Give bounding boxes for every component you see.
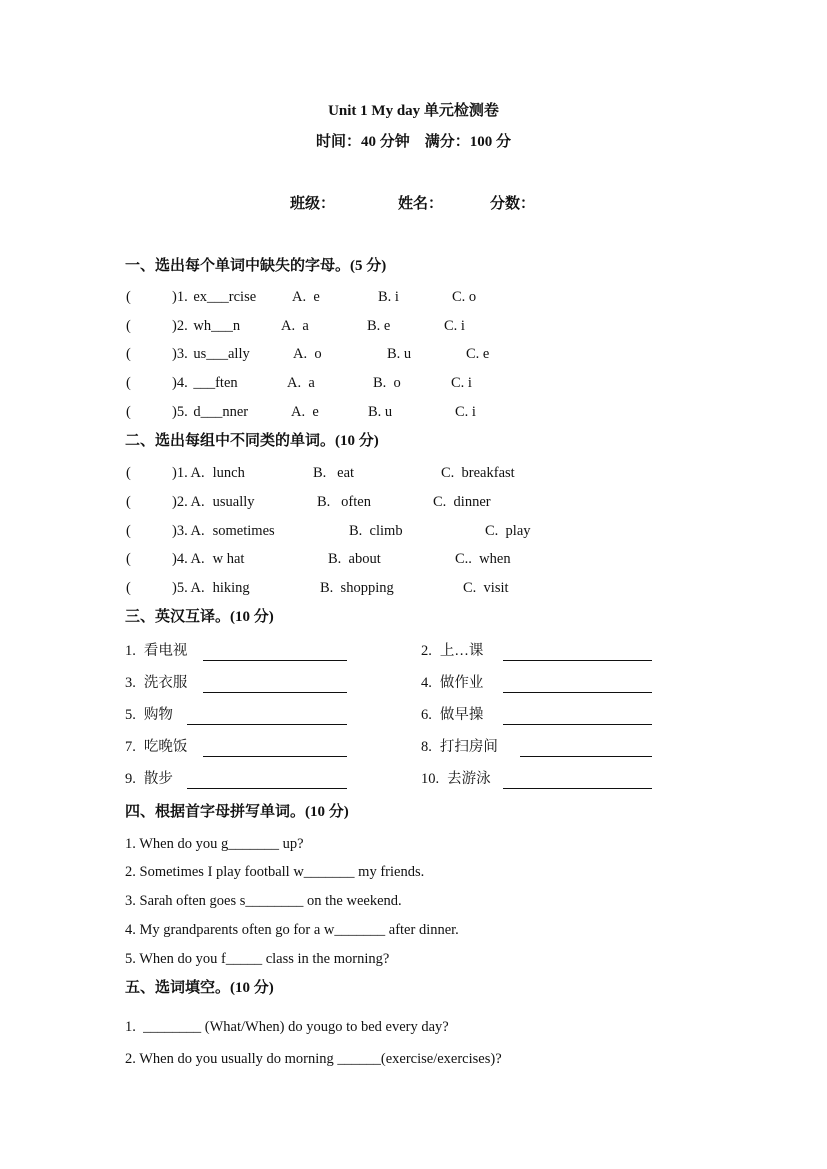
item-text: 上…课	[439, 643, 484, 659]
fill-in-question: 2. When do you usually do morning ______(exercise/exercises)?	[125, 1051, 502, 1067]
option-b: B. climb	[349, 523, 403, 539]
item-number: 9.	[125, 771, 136, 787]
answer-blank[interactable]	[503, 724, 652, 725]
question	[172, 347, 250, 362]
answer-paren-open[interactable]: (	[126, 346, 131, 362]
question-number: )1.	[172, 289, 192, 305]
question-number: )3. A.	[172, 523, 205, 539]
section3-heading: 三、英汉互译。(10 分)	[125, 609, 274, 625]
item-text: 看电视	[143, 643, 188, 659]
item-number: 1.	[125, 643, 136, 659]
question-number: )2. A.	[172, 494, 205, 510]
option-c: C. breakfast	[441, 465, 515, 481]
option-a: lunch	[212, 465, 245, 481]
question-number: )5. A.	[172, 580, 205, 596]
option-b: B. u	[368, 404, 393, 420]
question-number: )3.	[172, 346, 192, 362]
translation-item	[125, 676, 187, 691]
option-c: C. i	[451, 375, 472, 391]
option-b: B. u	[387, 346, 412, 362]
question-word: wh___n	[193, 318, 241, 334]
item-text: 做作业	[439, 675, 484, 691]
option-c: C. o	[452, 289, 477, 305]
answer-paren-open[interactable]: (	[126, 523, 131, 539]
item-number: 5.	[125, 707, 136, 723]
option-b: B. o	[373, 375, 401, 391]
question-number: )4.	[172, 375, 192, 391]
answer-blank[interactable]	[187, 724, 347, 725]
option-b: B. i	[378, 289, 399, 305]
option-a: A. o	[293, 346, 322, 362]
option-b: B. e	[367, 318, 391, 334]
answer-paren-open[interactable]: (	[126, 494, 131, 510]
option-a: A. e	[292, 289, 320, 305]
item-number: 3.	[125, 675, 136, 691]
option-a: hiking	[212, 580, 250, 596]
question	[172, 495, 255, 510]
name-label: 姓名：	[398, 196, 444, 212]
score-label: 分数：	[490, 196, 536, 212]
option-b: B. eat	[313, 465, 355, 481]
answer-blank[interactable]	[203, 756, 347, 757]
spelling-question: 3. Sarah often goes s________ on the weekend.	[125, 893, 402, 909]
item-number: 10.	[421, 771, 440, 787]
answer-paren-open[interactable]: (	[126, 551, 131, 567]
translation-item	[421, 772, 491, 787]
item-text: 做早操	[439, 707, 484, 723]
item-number: 4.	[421, 675, 432, 691]
item-text: 散步	[143, 771, 173, 787]
item-number: 8.	[421, 739, 432, 755]
item-number: 2.	[421, 643, 432, 659]
answer-paren-open[interactable]: (	[126, 404, 131, 420]
question-number: )2.	[172, 318, 192, 334]
spelling-question: 5. When do you f_____ class in the morning?	[125, 951, 390, 967]
answer-blank[interactable]	[520, 756, 652, 757]
option-b: B. shopping	[320, 580, 394, 596]
option-a: sometimes	[212, 523, 275, 539]
answer-paren-open[interactable]: (	[126, 580, 131, 596]
question-number: )5.	[172, 404, 192, 420]
answer-paren-open[interactable]: (	[126, 289, 131, 305]
option-c: C. visit	[463, 580, 509, 596]
translation-item	[125, 708, 173, 723]
section5-heading: 五、选词填空。(10 分)	[125, 980, 274, 996]
item-number: 6.	[421, 707, 432, 723]
question	[172, 405, 248, 420]
answer-blank[interactable]	[503, 788, 652, 789]
page-title: Unit 1 My day 单元检测卷	[328, 103, 499, 119]
option-b: B. often	[317, 494, 371, 510]
option-a: A. e	[291, 404, 319, 420]
translation-item	[421, 644, 483, 659]
question	[172, 581, 250, 596]
spelling-question: 1. When do you g_______ up?	[125, 836, 304, 852]
question-word: ___ften	[193, 375, 238, 391]
option-b: B. about	[328, 551, 381, 567]
option-a: A. a	[281, 318, 309, 334]
question	[172, 290, 256, 305]
translation-item	[125, 772, 173, 787]
translation-item	[421, 708, 483, 723]
spelling-question: 2. Sometimes I play football w_______ my friends.	[125, 864, 425, 880]
question	[172, 552, 244, 567]
question-number: )4. A.	[172, 551, 205, 567]
fill-in-question: 1. ________ (What/When) do yougo to bed every day?	[125, 1019, 449, 1035]
question	[172, 466, 245, 481]
option-c: C. e	[466, 346, 490, 362]
spelling-question: 4. My grandparents often go for a w_______ after dinner.	[125, 922, 459, 938]
option-c: C. i	[444, 318, 465, 334]
item-number: 7.	[125, 739, 136, 755]
item-text: 购物	[143, 707, 173, 723]
exam-time-and-score: 时间：40 分钟 满分：100 分	[315, 134, 511, 150]
answer-paren-open[interactable]: (	[126, 318, 131, 334]
option-a: usually	[212, 494, 255, 510]
option-a: A. a	[287, 375, 315, 391]
question	[172, 524, 275, 539]
translation-item	[125, 740, 187, 755]
answer-paren-open[interactable]: (	[126, 375, 131, 391]
answer-paren-open[interactable]: (	[126, 465, 131, 481]
class-label: 班级：	[290, 196, 336, 212]
item-text: 洗衣服	[143, 675, 188, 691]
answer-blank[interactable]	[203, 692, 347, 693]
translation-item	[125, 644, 187, 659]
section1-heading: 一、选出每个单词中缺失的字母。(5 分)	[125, 258, 387, 274]
option-c: C. dinner	[433, 494, 491, 510]
answer-blank[interactable]	[187, 788, 347, 789]
question	[172, 376, 238, 391]
option-c: C.. when	[455, 551, 511, 567]
answer-blank[interactable]	[203, 660, 347, 661]
section4-heading: 四、根据首字母拼写单词。(10 分)	[125, 804, 349, 820]
answer-blank[interactable]	[503, 660, 652, 661]
section2-heading: 二、选出每组中不同类的单词。(10 分)	[125, 433, 379, 449]
option-c: C. play	[485, 523, 531, 539]
option-c: C. i	[455, 404, 476, 420]
question-word: us___ally	[193, 346, 250, 362]
item-text: 吃晚饭	[143, 739, 188, 755]
translation-item	[421, 740, 498, 755]
question-word: d___nner	[193, 404, 249, 420]
question-number: )1. A.	[172, 465, 205, 481]
question	[172, 319, 240, 334]
option-a: w hat	[212, 551, 245, 567]
item-text: 去游泳	[447, 771, 491, 787]
answer-blank[interactable]	[503, 692, 652, 693]
item-text: 打扫房间	[439, 739, 498, 755]
question-word: ex___rcise	[193, 289, 257, 305]
translation-item	[421, 676, 483, 691]
